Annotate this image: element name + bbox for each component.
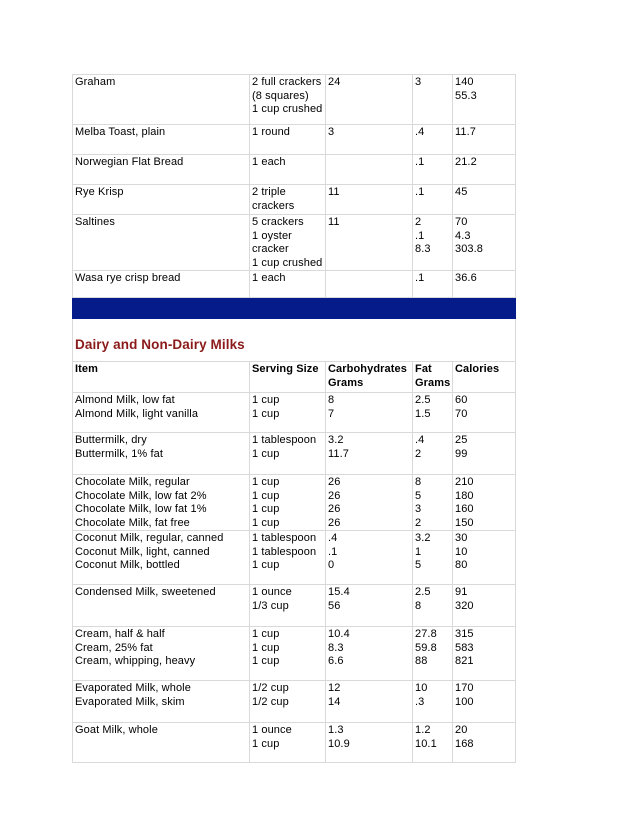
milk-calories-line: 99	[455, 447, 468, 460]
milk-item-line: Goat Milk, whole	[75, 724, 158, 736]
milk-calories-line: 80	[455, 559, 468, 571]
milk-serving-line: 1 cup	[252, 394, 280, 406]
cracker-cell-fat	[413, 75, 453, 125]
milk-cell-item	[73, 681, 250, 723]
milk-item-line: Cream, 25% fat	[75, 641, 153, 654]
cracker-cell-calories	[453, 215, 516, 271]
milk-cell-item	[73, 723, 250, 763]
milk-serving-line: 1 cup	[252, 516, 280, 529]
cracker-item-line: Wasa rye crisp bread	[75, 272, 181, 284]
header-carbs-unit: Grams	[328, 376, 364, 389]
milk-cell-calories	[453, 475, 516, 531]
cracker-serving-line: 2 full crackers	[252, 76, 322, 88]
milk-item-line: Almond Milk, light vanilla	[75, 407, 199, 420]
milk-carbs-line: 12	[328, 682, 341, 694]
milk-calories-line: 180	[455, 489, 474, 502]
crackers-section	[73, 75, 516, 298]
cracker-cell-serving	[250, 215, 326, 271]
milk-cell-calories	[453, 531, 516, 585]
milk-calories-line: 60	[455, 394, 468, 406]
milk-carbs-line: 3.2	[328, 434, 344, 446]
milk-serving-line: 1 cup	[252, 407, 280, 420]
cracker-item-line: Graham	[75, 76, 116, 88]
cracker-calories-line: 70	[455, 216, 468, 228]
cracker-serving-line: crackers	[252, 199, 295, 212]
milk-fat-line: 2	[415, 447, 422, 460]
cracker-cell-serving	[250, 185, 326, 215]
milk-fat-line: 3.2	[415, 532, 431, 544]
milk-carbs-line: 56	[328, 599, 341, 612]
milk-carbs-line: 11.7	[328, 447, 349, 460]
milk-serving-line: 1/2 cup	[252, 695, 289, 708]
table-row	[73, 215, 516, 271]
cracker-serving-line: cracker	[252, 243, 289, 255]
milk-item-line: Almond Milk, low fat	[75, 394, 175, 406]
milk-cell-carbs	[326, 585, 413, 627]
cracker-cell-item	[73, 185, 250, 215]
cracker-cell-fat	[413, 125, 453, 155]
milk-fat-line: 1.2	[415, 724, 431, 736]
milk-item-line: Coconut Milk, regular, canned	[75, 532, 224, 544]
milk-cell-serving	[250, 723, 326, 763]
table-row	[73, 585, 516, 627]
milk-carbs-line: 15.4	[328, 586, 350, 598]
milk-carbs-line: 10.4	[328, 628, 350, 640]
milk-calories-line: 10	[455, 545, 468, 558]
header-item: Item	[75, 363, 99, 375]
cracker-calories-line: 4.3	[455, 229, 471, 242]
cracker-cell-serving	[250, 125, 326, 155]
milk-item-line: Condensed Milk, sweetened	[75, 586, 216, 598]
milk-cell-calories	[453, 681, 516, 723]
milk-item-line: Cream, half & half	[75, 628, 165, 640]
milk-calories-line: 168	[455, 737, 474, 750]
milk-fat-line: 2.5	[415, 586, 431, 598]
table-row	[73, 271, 516, 298]
milk-fat-line: 3	[415, 503, 422, 515]
milk-fat-line: 8	[415, 599, 422, 612]
milk-cell-item	[73, 433, 250, 475]
section-band	[73, 298, 516, 319]
milk-item-line: Chocolate Milk, fat free	[75, 516, 190, 529]
cracker-cell-carbs	[326, 125, 413, 155]
cracker-serving-line: 2 triple	[252, 186, 286, 198]
milk-cell-calories	[453, 585, 516, 627]
cracker-serving-line: 1 cup crushed	[252, 256, 323, 269]
milk-calories-line: 100	[455, 695, 474, 708]
milk-serving-line: 1 ounce	[252, 724, 292, 736]
milk-item-line: Evaporated Milk, whole	[75, 682, 191, 694]
cracker-carbs-line: 11	[328, 216, 340, 228]
cracker-fat-line: 8.3	[415, 243, 431, 255]
milk-fat-line: 2.5	[415, 394, 431, 406]
milk-cell-calories	[453, 627, 516, 681]
milk-serving-line: 1 cup	[252, 503, 280, 515]
milk-item-line: Evaporated Milk, skim	[75, 695, 185, 708]
milk-fat-line: 1	[415, 545, 422, 558]
milk-cell-item	[73, 531, 250, 585]
cracker-carbs-line: 11	[328, 186, 340, 198]
cracker-cell-fat	[413, 271, 453, 298]
cracker-serving-line: 5 crackers	[252, 216, 304, 228]
milk-cell-carbs	[326, 531, 413, 585]
section-title-row	[73, 319, 516, 362]
cracker-serving-line: 1 oyster	[252, 229, 292, 242]
milk-item-line: Chocolate Milk, regular	[75, 476, 190, 488]
milk-calories-line: 821	[455, 655, 474, 667]
table-row	[73, 723, 516, 763]
table-row	[73, 185, 516, 215]
cracker-fat-line: 3	[415, 76, 422, 88]
table-row	[73, 155, 516, 185]
milk-cell-serving	[250, 433, 326, 475]
cracker-fat-line: .4	[415, 126, 425, 138]
cracker-cell-fat	[413, 155, 453, 185]
header-carbs: Carbohydrates	[328, 363, 407, 375]
milk-cell-serving	[250, 681, 326, 723]
milk-cell-fat	[413, 433, 453, 475]
section-divider	[73, 298, 516, 393]
milk-cell-serving	[250, 475, 326, 531]
section-title: Dairy and Non-Dairy Milks	[75, 338, 245, 352]
milk-fat-line: 88	[415, 655, 428, 667]
cracker-cell-calories	[453, 271, 516, 298]
cracker-fat-line: 2	[415, 216, 422, 228]
milk-item-line: Cream, whipping, heavy	[75, 655, 196, 667]
cracker-cell-fat	[413, 215, 453, 271]
milk-cell-fat	[413, 681, 453, 723]
milk-serving-line: 1 tablespoon	[252, 434, 317, 446]
milk-cell-item	[73, 475, 250, 531]
milk-item-line: Buttermilk, dry	[75, 434, 147, 446]
milk-cell-carbs	[326, 433, 413, 475]
milk-item-line: Coconut Milk, light, canned	[75, 545, 210, 558]
cracker-cell-item	[73, 271, 250, 298]
milk-calories-line: 25	[455, 434, 468, 446]
cracker-cell-carbs	[326, 75, 413, 125]
milk-carbs-line: 26	[328, 516, 341, 529]
milk-serving-line: 1 tablespoon	[252, 545, 317, 558]
cracker-cell-carbs	[326, 155, 413, 185]
milk-fat-line: .4	[415, 434, 425, 446]
cracker-calories-line: 303.8	[455, 243, 484, 255]
cracker-cell-serving	[250, 271, 326, 298]
milk-cell-carbs	[326, 681, 413, 723]
milk-fat-line: .3	[415, 695, 425, 708]
cracker-cell-carbs	[326, 271, 413, 298]
milk-cell-serving	[250, 531, 326, 585]
cracker-cell-calories	[453, 75, 516, 125]
milk-serving-line: 1 tablespoon	[252, 532, 317, 544]
milk-serving-line: 1/2 cup	[252, 682, 289, 694]
milk-cell-carbs	[326, 723, 413, 763]
milk-fat-line: 2	[415, 516, 422, 529]
table-row	[73, 627, 516, 681]
milk-cell-fat	[413, 393, 453, 433]
cracker-carbs-line: 3	[328, 126, 335, 138]
table-row	[73, 531, 516, 585]
cracker-cell-serving	[250, 75, 326, 125]
milk-cell-fat	[413, 723, 453, 763]
cracker-cell-calories	[453, 185, 516, 215]
table-row	[73, 75, 516, 125]
milk-cell-fat	[413, 475, 453, 531]
milk-carbs-line: 0	[328, 559, 335, 571]
milk-fat-line: 5	[415, 489, 422, 502]
header-serving: Serving Size	[252, 363, 319, 375]
milk-serving-line: 1 cup	[252, 559, 280, 571]
cracker-calories-line: 21.2	[455, 156, 477, 168]
cracker-cell-item	[73, 215, 250, 271]
cracker-calories-line: 11.7	[455, 126, 476, 138]
cracker-item-line: Melba Toast, plain	[75, 126, 166, 138]
milk-cell-calories	[453, 393, 516, 433]
milk-cell-fat	[413, 627, 453, 681]
cracker-fat-line: .1	[415, 272, 425, 284]
milk-carbs-line: 1.3	[328, 724, 344, 736]
milk-carbs-line: 26	[328, 489, 341, 502]
cracker-cell-carbs	[326, 215, 413, 271]
milk-serving-line: 1 cup	[252, 655, 280, 667]
milk-cell-carbs	[326, 393, 413, 433]
table-row	[73, 475, 516, 531]
milk-fat-line: 1.5	[415, 407, 431, 420]
header-fat-unit: Grams	[415, 376, 450, 389]
cracker-serving-line: (8 squares)	[252, 89, 309, 102]
milk-calories-line: 91	[455, 586, 468, 598]
cracker-serving-line: 1 each	[252, 156, 286, 168]
milk-carbs-line: 8	[328, 394, 335, 406]
milk-calories-line: 70	[455, 407, 468, 420]
cracker-cell-calories	[453, 125, 516, 155]
milk-serving-line: 1 cup	[252, 628, 280, 640]
cracker-fat-line: .1	[415, 186, 425, 198]
header-calories: Calories	[455, 363, 500, 375]
cracker-cell-item	[73, 75, 250, 125]
cracker-serving-line: 1 cup crushed	[252, 103, 323, 115]
table-row	[73, 681, 516, 723]
milk-serving-line: 1 cup	[252, 641, 280, 654]
milk-fat-line: 5	[415, 559, 422, 571]
milk-carbs-line: 7	[328, 407, 335, 420]
cracker-fat-line: .1	[415, 229, 425, 242]
cracker-cell-calories	[453, 155, 516, 185]
milk-carbs-line: 10.9	[328, 737, 350, 750]
milk-fat-line: 27.8	[415, 628, 437, 640]
cracker-calories-line: 55.3	[455, 89, 477, 102]
milk-calories-line: 150	[455, 516, 474, 529]
milk-calories-line: 20	[455, 724, 468, 736]
milk-calories-line: 583	[455, 641, 474, 654]
table-header-row	[73, 362, 516, 393]
milk-calories-line: 315	[455, 628, 474, 640]
cracker-calories-line: 36.6	[455, 272, 477, 284]
milk-calories-line: 170	[455, 682, 474, 694]
milk-cell-item	[73, 627, 250, 681]
nutrition-table	[72, 74, 516, 763]
milk-carbs-line: 14	[328, 695, 341, 708]
milk-fat-line: 10.1	[415, 737, 437, 750]
milk-calories-line: 30	[455, 532, 468, 544]
milk-serving-line: 1 cup	[252, 489, 280, 502]
milk-cell-serving	[250, 585, 326, 627]
cracker-item-line: Saltines	[75, 216, 115, 228]
milk-item-line: Coconut Milk, bottled	[75, 559, 180, 571]
cracker-cell-carbs	[326, 185, 413, 215]
milk-cell-calories	[453, 723, 516, 763]
milk-calories-line: 320	[455, 599, 474, 612]
milk-item-line: Buttermilk, 1% fat	[75, 447, 163, 460]
cracker-serving-line: 1 each	[252, 272, 286, 284]
cracker-item-line: Rye Krisp	[75, 186, 124, 198]
milk-fat-line: 8	[415, 476, 422, 488]
cracker-carbs-line: 24	[328, 76, 341, 88]
milk-carbs-line: 6.6	[328, 655, 344, 667]
milk-cell-item	[73, 393, 250, 433]
header-fat: Fat	[415, 363, 432, 375]
milk-cell-fat	[413, 585, 453, 627]
milk-calories-line: 160	[455, 503, 474, 515]
milk-cell-carbs	[326, 475, 413, 531]
milk-cell-carbs	[326, 627, 413, 681]
milk-item-line: Chocolate Milk, low fat 1%	[75, 503, 207, 515]
milk-serving-line: 1 cup	[252, 447, 280, 460]
cracker-cell-serving	[250, 155, 326, 185]
milk-carbs-line: 26	[328, 503, 341, 515]
cracker-calories-line: 45	[455, 186, 468, 198]
cracker-cell-item	[73, 125, 250, 155]
nutrition-page	[72, 74, 515, 763]
table-row	[73, 393, 516, 433]
cracker-item-line: Norwegian Flat Bread	[75, 156, 184, 168]
milk-cell-fat	[413, 531, 453, 585]
cracker-cell-item	[73, 155, 250, 185]
milk-cell-calories	[453, 433, 516, 475]
milk-cell-serving	[250, 393, 326, 433]
milk-serving-line: 1 ounce	[252, 586, 292, 598]
cracker-cell-fat	[413, 185, 453, 215]
milk-serving-line: 1/3 cup	[252, 599, 289, 612]
cracker-fat-line: .1	[415, 156, 425, 168]
milk-cell-serving	[250, 627, 326, 681]
milk-carbs-line: .1	[328, 545, 338, 558]
milk-item-line: Chocolate Milk, low fat 2%	[75, 489, 207, 502]
milks-section	[73, 393, 516, 763]
milk-calories-line: 210	[455, 476, 474, 488]
table-row	[73, 433, 516, 475]
milk-carbs-line: .4	[328, 532, 338, 544]
cracker-calories-line: 140	[455, 76, 474, 88]
table-row	[73, 125, 516, 155]
milk-fat-line: 10	[415, 682, 428, 694]
cracker-serving-line: 1 round	[252, 126, 291, 138]
milk-fat-line: 59.8	[415, 641, 437, 654]
milk-serving-line: 1 cup	[252, 476, 280, 488]
milk-serving-line: 1 cup	[252, 737, 280, 750]
milk-carbs-line: 8.3	[328, 641, 344, 654]
milk-cell-item	[73, 585, 250, 627]
milk-carbs-line: 26	[328, 476, 341, 488]
